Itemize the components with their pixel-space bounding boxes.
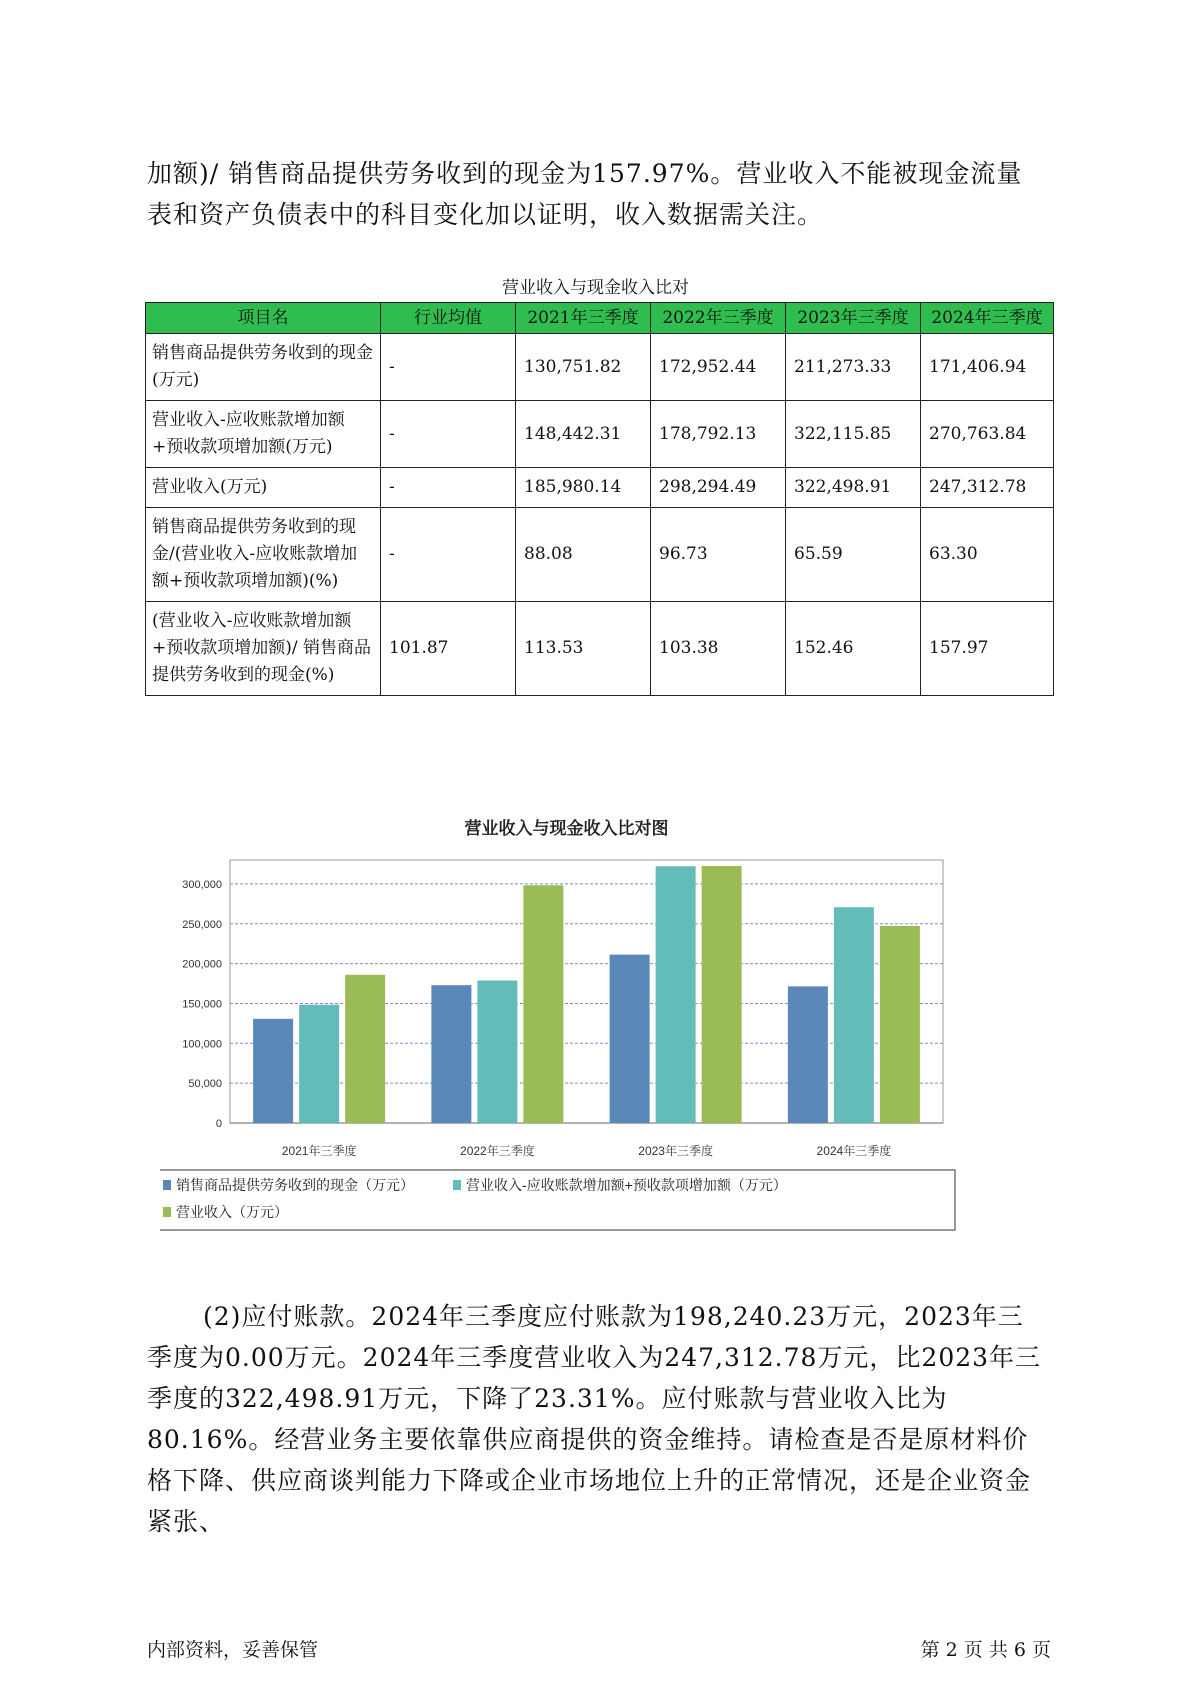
legend-label: 营业收入-应收账款增加额+预收款项增加额（万元） [466, 1177, 787, 1193]
table-row [146, 508, 1054, 602]
table-cell: - [381, 401, 516, 468]
x-tick-label: 2023年三季度 [638, 1144, 713, 1158]
bar [253, 1019, 293, 1123]
bar [299, 1005, 339, 1123]
x-tick-label: 2024年三季度 [816, 1144, 892, 1158]
legend-swatch [163, 1180, 171, 1190]
table-cell: 247,312.78 [921, 468, 1054, 508]
x-tick-label: 2022年三季度 [460, 1144, 535, 1158]
header-2022q3: 2022年三季度 [651, 303, 786, 334]
table-cell: 157.97 [921, 602, 1054, 696]
table-cell: 148,442.31 [516, 401, 651, 468]
header-item-name: 项目名 [146, 303, 381, 334]
table-row [146, 468, 1054, 508]
x-tick-label: 2021年三季度 [281, 1144, 357, 1158]
row-label: (营业收入-应收账款增加额+预收款项增加额)/ 销售商品提供劳务收到的现金(%) [146, 602, 381, 696]
table-cell: - [381, 508, 516, 602]
table-cell: 171,406.94 [921, 334, 1054, 401]
table-row [146, 334, 1054, 401]
table-cell: 103.38 [651, 602, 786, 696]
bar [656, 866, 696, 1123]
legend-swatch [453, 1180, 461, 1190]
table-cell: 298,294.49 [651, 468, 786, 508]
y-tick-label: 150,000 [182, 998, 222, 1011]
bar [345, 975, 385, 1123]
header-industry-avg: 行业均值 [381, 303, 516, 334]
row-label: 营业收入(万元) [146, 468, 381, 508]
bar-chart-container [160, 810, 1040, 1264]
row-label: 销售商品提供劳务收到的现金/(营业收入-应收账款增加额+预收款项增加额)(%) [146, 508, 381, 602]
y-tick-label: 250,000 [182, 918, 222, 931]
bar [610, 955, 650, 1123]
legend-label: 营业收入（万元） [176, 1204, 288, 1220]
table-cell: 65.59 [786, 508, 921, 602]
table-header-row [146, 303, 1054, 334]
table-cell: - [381, 468, 516, 508]
row-label: 销售商品提供劳务收到的现金(万元) [146, 334, 381, 401]
bar [880, 926, 920, 1123]
table-title: 营业收入与现金收入比对 [502, 278, 689, 298]
table-cell: 113.53 [516, 602, 651, 696]
comparison-table [145, 302, 1054, 696]
bar [702, 866, 742, 1123]
table-cell: 322,498.91 [786, 468, 921, 508]
y-tick-label: 100,000 [182, 1038, 222, 1051]
table-cell: - [381, 334, 516, 401]
paragraph-accounts-payable: (2)应付账款。2024年三季度应付账款为198,240.23万元，2023年三季度为0.00万元。2024年三季度营业收入为247,312.78万元，比2023年三季度的322,498.91万元，下降了23.31%。应付账款与营业收入比为80.16%。经营业务主要依靠供应商提供的资金维持。请检查是否是原材料价格下降、供应商谈判能力下降或企业市场地位上升的正常情况，还是企业资金紧张、 [147, 1302, 1042, 1536]
chart-title: 营业收入与现金收入比对图 [464, 819, 669, 838]
header-2023q3: 2023年三季度 [786, 303, 921, 334]
table-cell: 211,273.33 [786, 334, 921, 401]
table-cell: 172,952.44 [651, 334, 786, 401]
y-tick-label: 200,000 [182, 958, 222, 971]
legend-label: 销售商品提供劳务收到的现金（万元） [176, 1177, 414, 1193]
y-tick-label: 50,000 [188, 1078, 222, 1091]
bar [834, 907, 874, 1123]
table-cell: 152.46 [786, 602, 921, 696]
header-2021q3: 2021年三季度 [516, 303, 651, 334]
bar [788, 986, 828, 1123]
header-2024q3: 2024年三季度 [921, 303, 1054, 334]
table-cell: 178,792.13 [651, 401, 786, 468]
footer-page-number: 第 2 页 共 6 页 [920, 1639, 1051, 1661]
table-cell: 63.30 [921, 508, 1054, 602]
bar [523, 885, 563, 1123]
table-cell: 270,763.84 [921, 401, 1054, 468]
table-cell: 185,980.14 [516, 468, 651, 508]
table-row [146, 401, 1054, 468]
paragraph-intro: 加额)/ 销售商品提供劳务收到的现金为157.97%。营业收入不能被现金流量表和资产负债表中的科目变化加以证明，收入数据需关注。 [147, 159, 1023, 229]
row-label: 营业收入-应收账款增加额+预收款项增加额(万元) [146, 401, 381, 468]
table-cell: 88.08 [516, 508, 651, 602]
table-row [146, 602, 1054, 696]
table-cell: 130,751.82 [516, 334, 651, 401]
table-cell: 101.87 [381, 602, 516, 696]
table-cell: 96.73 [651, 508, 786, 602]
bar-chart [160, 810, 1040, 1260]
footer-confidential-note: 内部资料，妥善保管 [147, 1639, 319, 1661]
table-cell: 322,115.85 [786, 401, 921, 468]
legend-swatch [163, 1207, 171, 1217]
y-tick-label: 300,000 [182, 878, 222, 891]
bar [477, 981, 517, 1123]
bar [431, 985, 471, 1123]
y-tick-label: 0 [215, 1118, 222, 1130]
